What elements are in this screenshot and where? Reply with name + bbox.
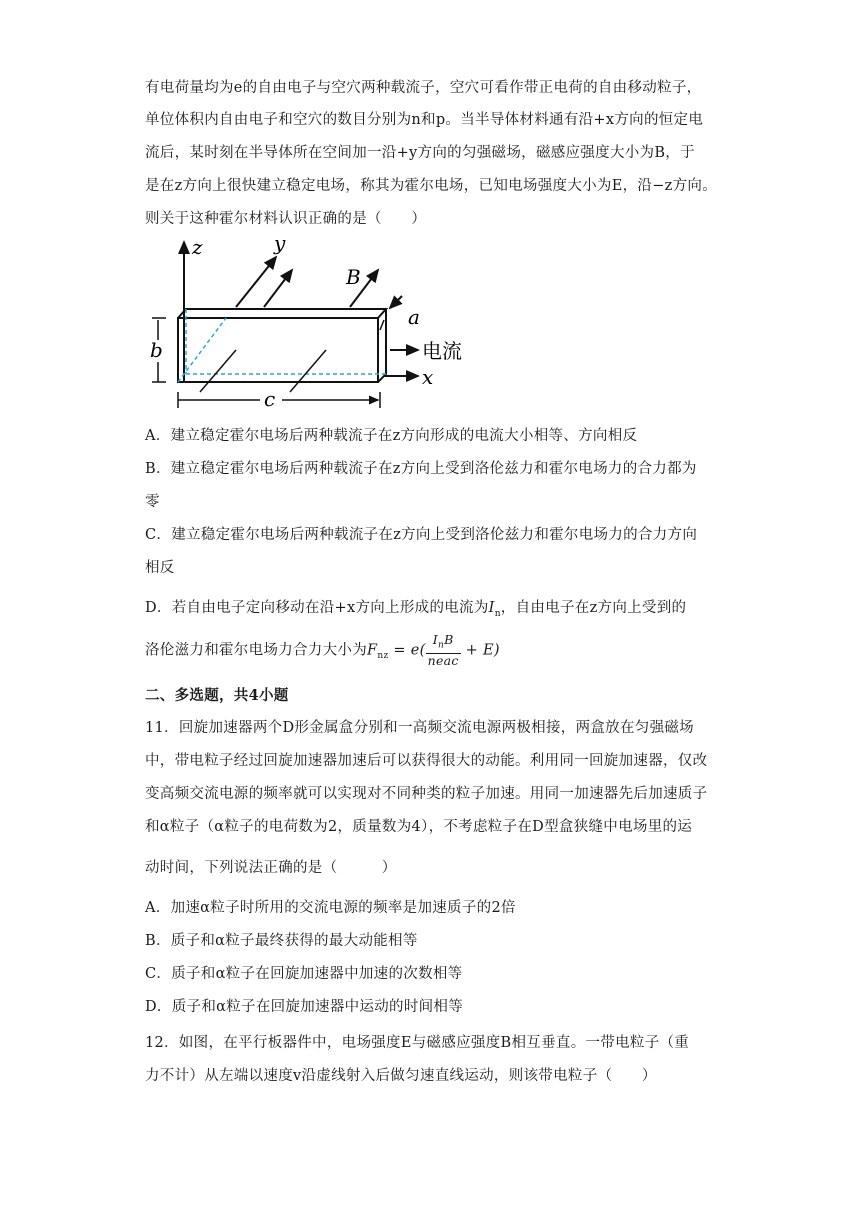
q10-option-d-text: ，自由电子在z方向上受到的 [500, 600, 687, 616]
q11-option-b: B．质子和α粒子最终获得的最大动能相等 [145, 933, 418, 949]
force-subscript: nz [377, 651, 389, 662]
q10-option-d-line1 [145, 596, 686, 619]
x-axis-label: x [422, 365, 434, 389]
b-field-line [290, 350, 326, 392]
q10-option-b-line1: B．建立稳定霍尔电场后两种载流子在z方向上受到洛伦兹力和霍尔电场力的合力都为 [145, 461, 697, 477]
hall-effect-figure [140, 232, 480, 412]
b-field-line [200, 350, 236, 392]
z-axis-label: z [192, 235, 203, 259]
force-symbol: F [367, 642, 378, 659]
q10-option-d-line2 [145, 633, 500, 668]
intro-line-5: 则关于这种霍尔材料认识正确的是（ ） [145, 211, 427, 227]
a-dimension-tick [380, 320, 384, 330]
q10-option-b-line2: 零 [145, 494, 160, 510]
fraction-denominator: neac [427, 652, 459, 668]
current-label: 电流 [422, 339, 462, 363]
q12-line-1: 12．如图，在平行板器件中，电场强度E与磁感应强度B相互垂直。一带电粒子（重 [145, 1035, 690, 1051]
c-dimension-label: c [264, 387, 276, 411]
section-heading: 二、多选题，共4小题 [145, 687, 289, 704]
material-top-face [178, 309, 386, 318]
q11-line-4: 和α粒子（α粒子的电荷数为2，质量数为4），不考虑粒子在D型盒狭缝中电场里的运 [145, 819, 693, 835]
q10-option-d-text: D．若自由电子定向移动在沿+x方向上形成的电流为 [145, 600, 489, 616]
q10-option-d-text: 洛伦滋力和霍尔电场力合力大小为 [145, 642, 367, 659]
b-dimension-label: b [150, 338, 163, 362]
b-field-arrow [264, 270, 292, 307]
formula-part: + E) [460, 642, 500, 659]
y-axis-label: y [274, 232, 286, 255]
fraction-numerator: B [444, 632, 454, 647]
b-field-label: B [346, 265, 361, 289]
hidden-edge [178, 318, 226, 382]
intro-line-4: 是在z方向上很快建立稳定电场，称其为霍尔电场，已知电场强度大小为E，沿−z方向。 [145, 178, 718, 194]
intro-line-2: 单位体积内自由电子和空穴的数目分别为n和p。当半导体材料通有沿+x方向的恒定电 [145, 112, 704, 128]
q12-line-2: 力不计）从左端以速度v沿虚线射入后做匀速直线运动，则该带电粒子（ ） [145, 1068, 657, 1084]
a-dimension-arrow [390, 296, 402, 308]
fraction-numerator-subscript: n [438, 640, 445, 651]
q11-line-1: 11．回旋加速器两个D形金属盒分别和一高频交流电源两极相接，两盒放在匀强磁场 [145, 720, 694, 736]
q10-option-c-line2: 相反 [145, 560, 175, 576]
q10-option-a: A．建立稳定霍尔电场后两种载流子在z方向形成的电流大小相等、方向相反 [145, 428, 638, 444]
current-symbol: I [488, 600, 495, 616]
q11-option-c: C．质子和α粒子在回旋加速器中加速的次数相等 [145, 966, 463, 982]
material-side-face [378, 309, 386, 382]
fraction-numerator: I [432, 632, 438, 647]
intro-line-1: 有电荷量均为e的自由电子与空穴两种载流子，空穴可看作带正电荷的自由移动粒子， [145, 80, 702, 96]
formula-part: = e( [388, 642, 426, 659]
current-subscript: n [494, 608, 501, 619]
q11-option-d: D．质子和α粒子在回旋加速器中运动的时间相等 [145, 999, 464, 1015]
q11-line-3: 变高频交流电源的频率就可以实现对不同种类的粒子加速。用同一加速器先后加速质子 [145, 786, 708, 802]
material-front-face [178, 318, 378, 382]
q11-option-a: A．加速α粒子时所用的交流电源的频率是加速质子的2倍 [145, 900, 516, 916]
intro-line-3: 流后，某时刻在半导体所在空间加一沿+y方向的匀强磁场，磁感应强度大小为B，于 [145, 145, 695, 161]
a-dimension-label: a [408, 305, 420, 329]
q11-line-5: 动时间，下列说法正确的是（ ） [145, 860, 397, 876]
q10-option-c-line1: C．建立稳定霍尔电场后两种载流子在z方向上受到洛伦兹力和霍尔电场力的合力方向 [145, 527, 698, 543]
q11-line-2: 中，带电粒子经过回旋加速器加速后可以获得很大的动能。利用同一回旋加速器，仅改 [145, 753, 708, 769]
formula-fraction [426, 633, 461, 668]
